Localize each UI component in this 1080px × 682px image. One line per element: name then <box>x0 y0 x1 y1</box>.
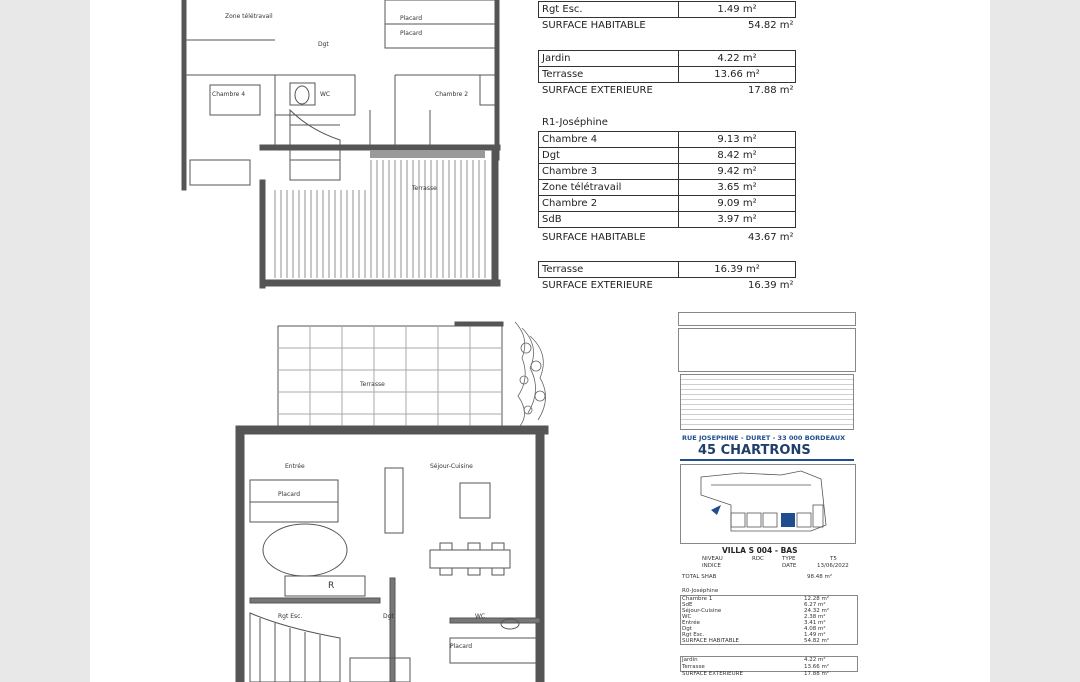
cart-row-name: Jardin <box>682 657 698 663</box>
type-value: T5 <box>830 556 837 562</box>
cart-row-value: 3.41 m² <box>804 620 826 626</box>
cart-row-value: 24.32 m² <box>804 608 830 614</box>
cart-se-label: SURFACE EXTERIEURE <box>682 671 743 677</box>
project-title-underline <box>680 459 854 461</box>
cart-row-value: 13.66 m² <box>804 664 830 670</box>
title-block-notes-box <box>678 328 856 372</box>
label-placard-2: Placard <box>400 30 423 37</box>
niveau-label: NIVEAU <box>702 556 723 562</box>
table-row: Chambre 2 9.09 m² <box>539 196 796 212</box>
label-chambre-2: Chambre 2 <box>435 91 469 98</box>
lower-floor-plan <box>230 318 590 682</box>
table-row: Jardin 4.22 m² <box>539 51 796 67</box>
surface-exterieure-r1: SURFACE EXTERIEURE 16.39 m² <box>542 280 794 291</box>
address-line: RUE JOSEPHINE - DURET - 33 000 BORDEAUX <box>682 434 846 442</box>
cart-row-value: 12.28 m² <box>804 596 830 602</box>
table-row: Chambre 4 9.13 m² <box>539 132 796 148</box>
total-shab-value: 98.48 m² <box>807 574 833 580</box>
label-chambre-4: Chambre 4 <box>212 91 246 98</box>
upper-floor-plan <box>180 0 510 290</box>
table-row: Terrasse 16.39 m² <box>539 262 796 278</box>
cart-row-name: SdE <box>682 602 693 608</box>
table-r0-exterior <box>538 50 796 83</box>
label-terrasse-lower: Terrasse <box>360 381 385 388</box>
label-wc: WC <box>320 91 331 98</box>
cart-row-name: Rgt Esc. <box>682 632 705 638</box>
title-block-legal-notes <box>680 374 854 430</box>
cart-row-name: Séjour-Cuisine <box>682 608 722 614</box>
label-zone-teletravail: Zone télétravail <box>225 13 273 20</box>
surface-habitable-r1: SURFACE HABITABLE 43.67 m² <box>542 232 794 243</box>
cart-se-value: 17.88 m² <box>804 671 830 677</box>
label-wc-lower: WC <box>475 613 486 620</box>
label-dgt: Dgt <box>318 41 329 48</box>
site-plan <box>681 465 855 543</box>
cart-row-name: Terrasse <box>682 664 705 670</box>
total-shab-label: TOTAL SHAB <box>682 574 717 580</box>
cart-row-value: 6.27 m² <box>804 602 826 608</box>
cart-row-value: 1.49 m² <box>804 632 826 638</box>
label-placard-1: Placard <box>400 15 423 22</box>
site-plan-box <box>680 464 856 544</box>
cart-row-name: Chambre 1 <box>682 596 713 602</box>
cart-row-value: 4.08 m² <box>804 626 826 632</box>
title-block <box>672 312 862 682</box>
surface-exterieure-r0: SURFACE EXTERIEURE 17.88 m² <box>542 85 794 96</box>
indice-label: INDICE <box>702 563 721 569</box>
table-r1-exterior <box>538 261 796 278</box>
table-row: Zone télétravail 3.65 m² <box>539 180 796 196</box>
r0-ext-table <box>680 656 858 672</box>
table-row: Rgt Esc. 1.49 m² <box>539 2 796 18</box>
table-r1 <box>538 131 796 228</box>
niveau-value: RDC <box>752 556 764 562</box>
table-row: Chambre 3 9.42 m² <box>539 164 796 180</box>
date-value: 13/06/2022 <box>817 563 849 569</box>
table-r0-end <box>538 1 796 18</box>
r1-title: R1-Joséphine <box>542 117 608 128</box>
cart-sh-label: SURFACE HABITABLE <box>682 638 740 644</box>
date-label: DATE <box>782 563 797 569</box>
r0-title: R0-Joséphine <box>682 588 719 594</box>
project-title: 45 CHARTRONS <box>698 443 811 458</box>
cart-row-name: Entrée <box>682 620 701 626</box>
cart-sh-value: 54.82 m² <box>804 638 830 644</box>
cart-row-name: WC <box>682 614 692 620</box>
cart-row-value: 4.22 m² <box>804 657 826 663</box>
cart-row-name: Dgt <box>682 626 692 632</box>
title-block-top-box <box>678 312 856 326</box>
label-r: R <box>328 581 335 591</box>
label-placard: Placard <box>278 491 301 498</box>
type-label: TYPE <box>782 556 796 562</box>
label-dgt-lower: Dgt <box>383 613 394 620</box>
table-row: Terrasse 13.66 m² <box>539 67 796 83</box>
villa-title: VILLA S 004 - BAS <box>722 546 798 555</box>
surface-habitable-r0: SURFACE HABITABLE 54.82 m² <box>542 20 794 31</box>
label-sejour-cuisine: Séjour-Cuisine <box>430 463 473 470</box>
cart-row-value: 2.38 m² <box>804 614 826 620</box>
table-row: SdB 3.97 m² <box>539 212 796 228</box>
label-placard-2-lower: Placard <box>450 643 473 650</box>
label-entree: Entrée <box>285 463 305 470</box>
label-rgt-esc: Rgt Esc. <box>278 613 303 620</box>
label-terrasse: Terrasse <box>412 185 437 192</box>
table-row: Dgt 8.42 m² <box>539 148 796 164</box>
